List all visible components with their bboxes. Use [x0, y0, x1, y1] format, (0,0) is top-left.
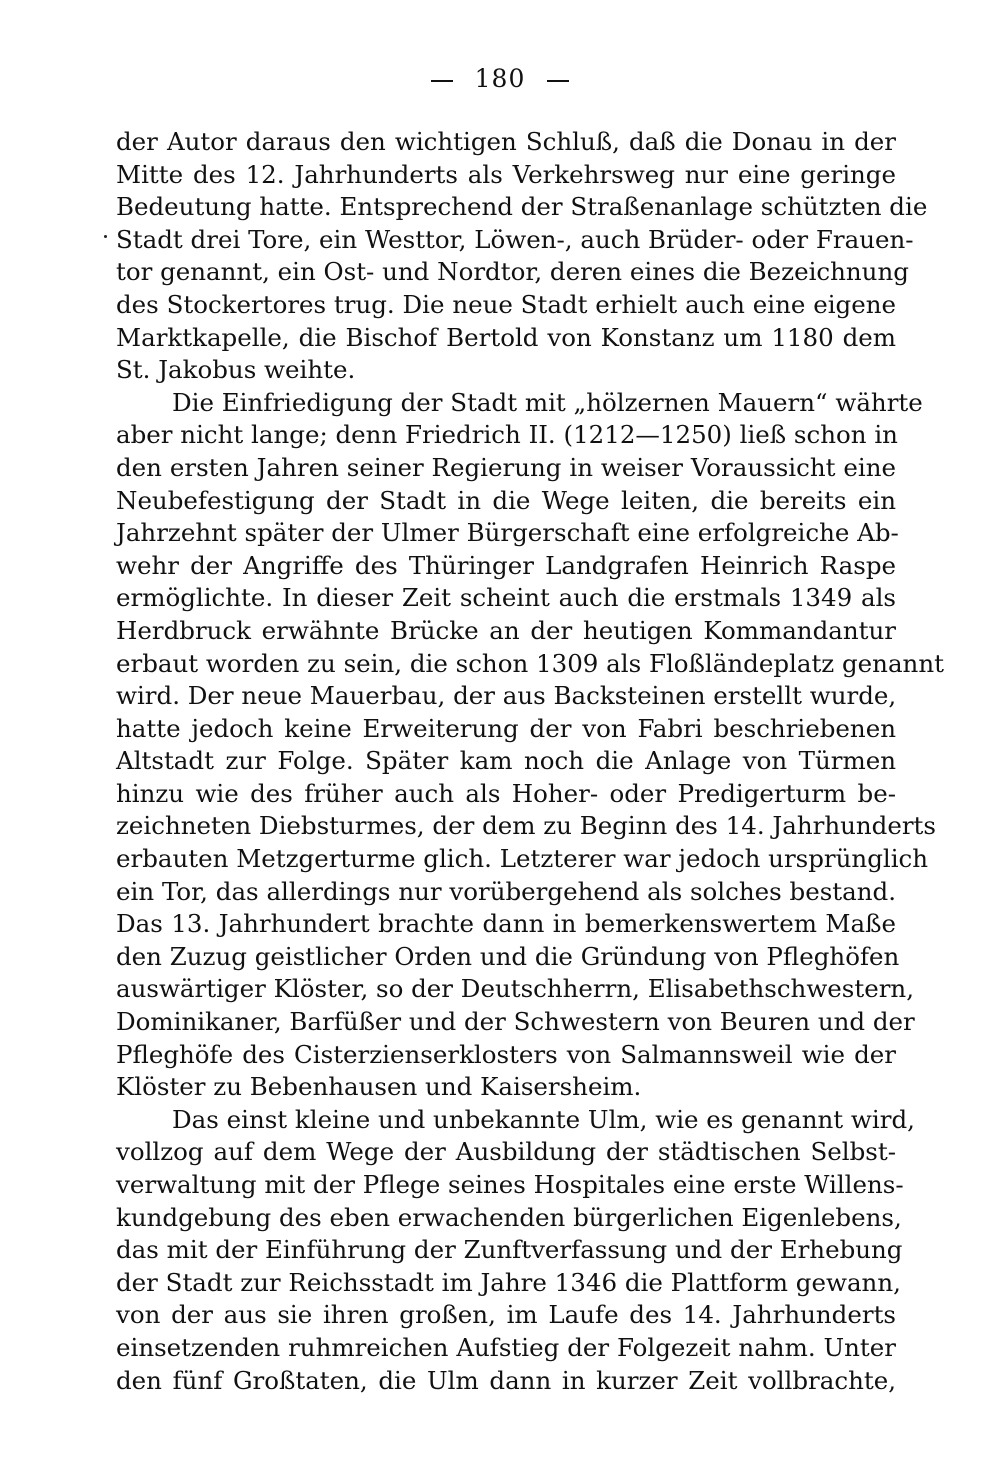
- text-line: kundgebung des eben erwachenden bürgerlichen Eigenlebens,: [116, 1202, 902, 1232]
- text-line: Pfleghöfe des Cisterzienserklosters von Salmannsweil wie der: [116, 1039, 896, 1069]
- text-line: Das 13. Jahrhundert brachte dann in bemerkenswertem Maße: [116, 909, 896, 939]
- text-line: Stadt drei Tore, ein Westtor, Löwen-, auch Brüder- oder Frauen-: [116, 224, 914, 254]
- text-line: ein Tor, das allerdings nur vorübergehend als solches bestand.: [116, 876, 896, 906]
- paragraph-start-line: Das einst kleine und unbekannte Ulm, wie es genannt wird,: [172, 1104, 915, 1134]
- margin-mark: [104, 235, 107, 238]
- dash-left: [431, 80, 453, 82]
- paragraph-start-line: Die Einfriedigung der Stadt mit „hölzernen Mauern“ währte: [172, 387, 923, 417]
- text-line: zeichneten Diebsturmes, der dem zu Beginn des 14. Jahrhunderts: [116, 811, 936, 841]
- text-line: Dominikaner, Barfüßer und der Schwestern von Beuren und der: [116, 1007, 915, 1037]
- text-line: des Stockertores trug. Die neue Stadt erhielt auch eine eigene: [116, 289, 896, 319]
- text-line: vollzog auf dem Wege der Ausbildung der städtischen Selbst-: [116, 1137, 896, 1167]
- text-line: das mit der Einführung der Zunftverfassung und der Erhebung: [116, 1235, 903, 1265]
- text-line: erbauten Metzgerturme glich. Letzterer war jedoch ursprünglich: [116, 844, 929, 874]
- text-line: Herdbruck erwähnte Brücke an der heutigen Kommandantur: [116, 615, 896, 645]
- text-line: der Autor daraus den wichtigen Schluß, daß die Donau in der: [116, 127, 896, 156]
- text-line: ermöglichte. In dieser Zeit scheint auch die erstmals 1349 als: [116, 583, 896, 613]
- paragraph-end-line: St. Jakobus weihte.: [116, 355, 356, 385]
- page-number-value: 180: [474, 64, 526, 93]
- page-number: [0, 64, 1000, 93]
- text-line: erbaut worden zu sein, die schon 1309 als Floßländeplatz genannt: [116, 648, 944, 678]
- text-line: Bedeutung hatte. Entsprechend der Straßenanlage schützten die: [116, 192, 928, 222]
- text-line: wird. Der neue Mauerbau, der aus Backsteinen erstellt wurde,: [116, 681, 897, 711]
- text-line: Mitte des 12. Jahrhunderts als Verkehrsweg nur eine geringe: [116, 159, 896, 189]
- body-text: [116, 126, 944, 1397]
- paragraph-end-line: Klöster zu Bebenhausen und Kaisersheim.: [116, 1072, 642, 1102]
- text-line: Neubefestigung der Stadt in die Wege leiten, die bereits ein: [116, 485, 896, 515]
- text-line: den Zuzug geistlicher Orden und die Gründung von Pfleghöfen: [116, 941, 900, 971]
- dash-right: [547, 80, 569, 82]
- text-line: den ersten Jahren seiner Regierung in weiser Voraussicht eine: [116, 452, 896, 482]
- text-line: den fünf Großtaten, die Ulm dann in kurzer Zeit vollbrachte,: [116, 1365, 896, 1395]
- text-line: wehr der Angriffe des Thüringer Landgrafen Heinrich Raspe: [116, 550, 896, 580]
- text-line: der Stadt zur Reichsstadt im Jahre 1346 die Plattform gewann,: [116, 1267, 901, 1297]
- text-line: hatte jedoch keine Erweiterung der von Fabri beschriebenen: [116, 713, 896, 743]
- text-line: einsetzenden ruhmreichen Aufstieg der Folgezeit nahm. Unter: [116, 1332, 896, 1362]
- text-line: von der aus sie ihren großen, im Laufe des 14. Jahrhunderts: [116, 1300, 896, 1330]
- text-line: auswärtiger Klöster, so der Deutschherrn, Elisabethschwestern,: [116, 974, 914, 1004]
- text-line: Altstadt zur Folge. Später kam noch die Anlage von Türmen: [116, 746, 896, 776]
- text-line: Marktkapelle, die Bischof Bertold von Konstanz um 1180 dem: [116, 322, 896, 352]
- text-line: aber nicht lange; denn Friedrich II. (1212—1250) ließ schon in: [116, 420, 898, 450]
- text-line: verwaltung mit der Pflege seines Hospitales eine erste Willens-: [116, 1170, 904, 1199]
- text-line: Jahrzehnt später der Ulmer Bürgerschaft eine erfolgreiche Ab-: [116, 518, 899, 548]
- text-line: tor genannt, ein Ost- und Nordtor, deren eines die Bezeichnung: [116, 257, 909, 287]
- text-line: hinzu wie des früher auch als Hoher- oder Predigerturm be-: [116, 778, 896, 808]
